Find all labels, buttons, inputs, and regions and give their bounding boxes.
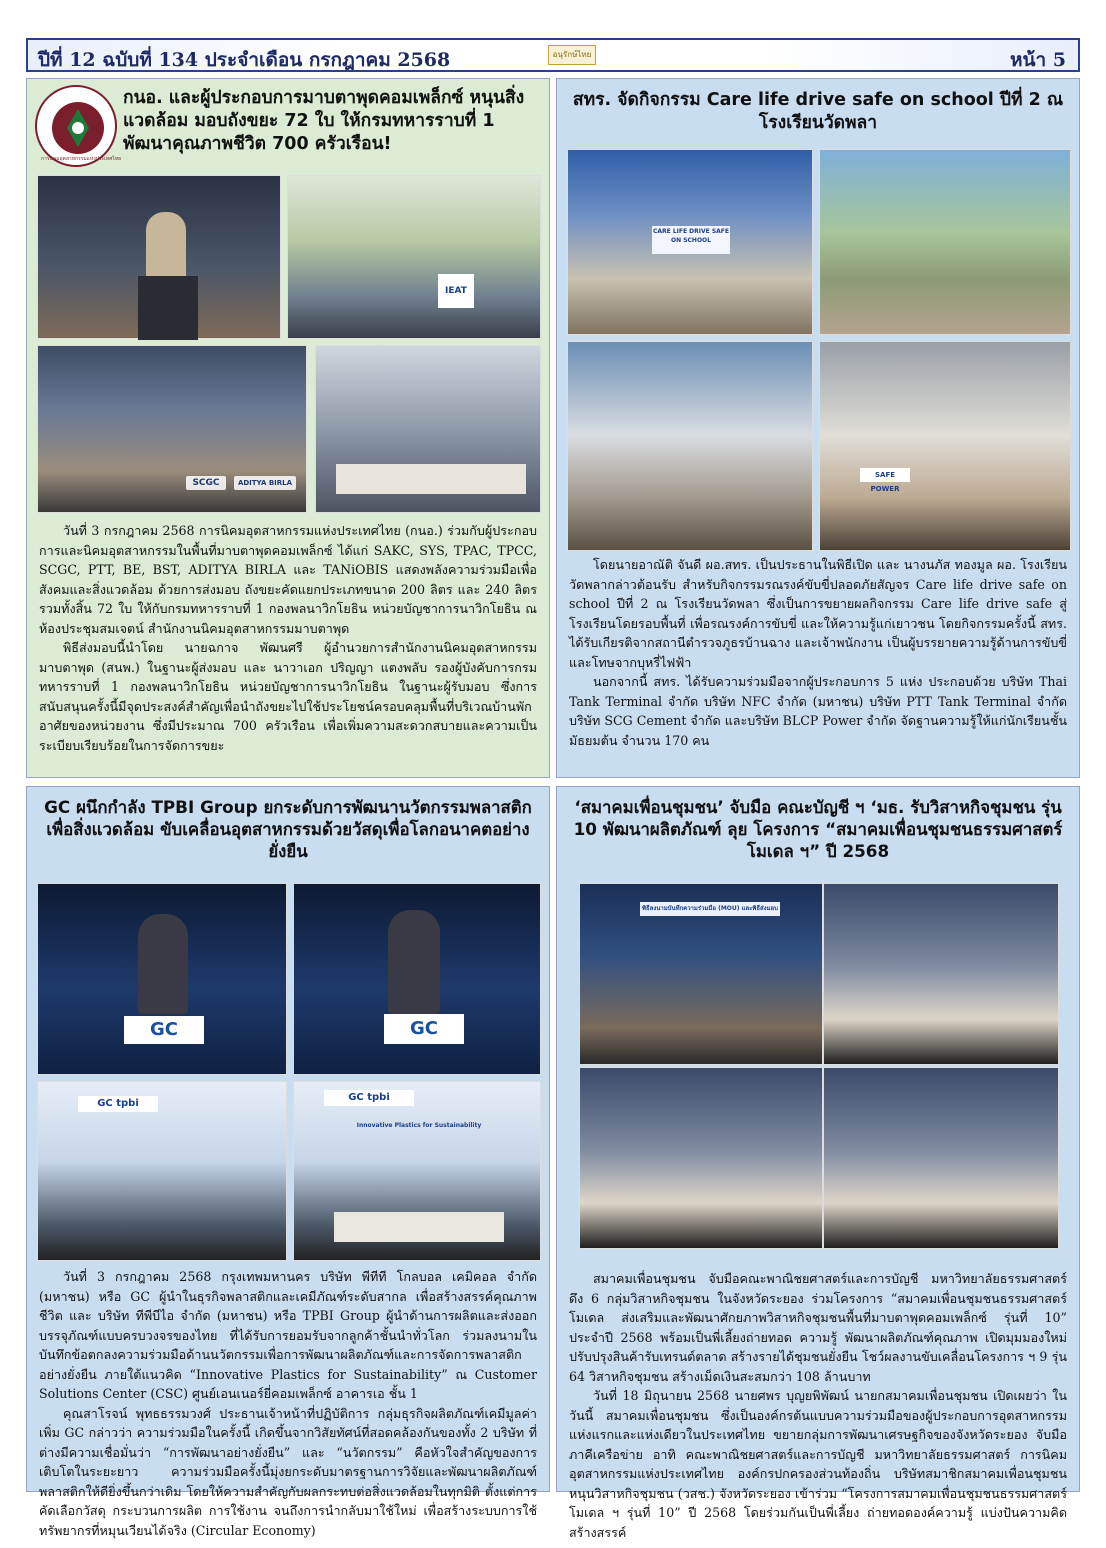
article-2-title: สทร. จัดกิจกรรม Care life drive safe on school ปีที่ 2 ณ โรงเรียนวัดพลา xyxy=(572,90,1064,133)
publication-logo: อนุรักษ์ไทย xyxy=(548,45,596,65)
photo-officials-seated xyxy=(819,149,1071,335)
photo-booth-students xyxy=(819,341,1071,551)
banner-care-life: CARE LIFE DRIVE SAFE ON SCHOOL xyxy=(652,226,730,254)
article-3-title: GC ผนึกกำลัง TPBI Group ยกระดับการพัฒนานวัตกรรมพลาสติกเพื่อสิ่งแวดล้อม ขับเคลื่อนอุตสาหกรรมด้วยวัสดุเพื่อโลกอนาคตอย่างยั่งยืน xyxy=(44,797,532,861)
article-4 xyxy=(556,786,1080,1540)
ieat-emblem-text: การนิคมอุตสาหกรรมแห่งประเทศไทย xyxy=(41,156,122,162)
article-2-paragraph: นอกจากนี้ สทร. ได้รับความร่วมมือจากผู้ประกอบการ 5 แห่ง ประกอบด้วย บริษัท Thai Tank Terminal จำกัด บริษัท NFC จำกัด (มหาชน) บริษัท PTT Tank Terminal จำกัด บริษัท SCG Cement จำกัด และบริษัท BLCP Power จำกัด จัดฐานความรู้ให้แก่นักเรียนชั้นมัธยมต้น จำนวน 170 คน xyxy=(569,674,1067,748)
photo-group-handover xyxy=(37,345,307,513)
article-3-body xyxy=(27,1261,549,1546)
article-3 xyxy=(26,786,550,1538)
signing-table xyxy=(334,1212,504,1242)
podium-gc-logo-2: GC xyxy=(384,1014,464,1044)
screen-mou-title: พิธีลงนามบันทึกความร่วมมือ (MOU) และพิธีส่งมอบ xyxy=(640,902,780,916)
photo-gc-tpbi-group xyxy=(37,1081,287,1261)
article-2 xyxy=(556,78,1080,778)
photo-mou-signing xyxy=(579,883,823,1065)
photo-students-group xyxy=(823,883,1059,1065)
photo-speaker-podium xyxy=(37,175,281,339)
article-1-title: กนอ. และผู้ประกอบการมาบตาพุดคอมเพล็กซ์ หนุนสิ่งแวดล้อม มอบถังขยะ 72 ใบ ให้กรมทหารราบที่ 1 พัฒนาคุณภาพชีวิต 700 ครัวเรือน! xyxy=(123,88,525,154)
article-1-paragraph: วันที่ 3 กรกฎาคม 2568 การนิคมอุตสาหกรรมแห่งประเทศไทย (กนอ.) ร่วมกับผู้ประกอบการและนิคมอุตสาหกรรมในพื้นที่มาบตาพุดคอมเพล็กซ์ ได้แก่ SAKC, SYS, TPAC, TPCC, SCGC, PTT, BE, BST, ADITYA BIRLA และ TANiOBIS แสดงพลังความร่วมมือเพื่อสังคมและสิ่งแวดล้อม ด้วยการส่งมอบ ถังขยะคัดแยกประเภทขนาด 200 ลิตร และ 240 ลิตร รวมทั้งสิ้น 72 ใบ ให้กับกรมทหารราบที่ 1 กองพลนาวิกโยธิน หน่วยบัญชาการนาวิกโยธิน ณ ห้องประชุมสมเจตน์ สำนักงานนิคมอุตสาหกรรมมาบตาพุด xyxy=(39,523,537,636)
article-1 xyxy=(26,78,550,778)
board-scgc: SCGC xyxy=(186,476,226,490)
photo-hall-participants xyxy=(579,1067,823,1249)
podium-gc-logo-1: GC xyxy=(124,1016,204,1044)
article-4-title: ‘สมาคมเพื่อนชุมชน’ จับมือ คณะบัญชี ฯ ‘มธ. รับวิสาหกิจชุมชน รุ่น 10 พัฒนาผลิตภัณฑ์ ลุย โครงการ “สมาคมเพื่อนชุมชนธรรมศาสตร์โมเดล ฯ” ปี 2568 xyxy=(573,797,1063,861)
booth-safe-power: SAFE POWER xyxy=(860,468,910,482)
article-3-paragraph: วันที่ 3 กรกฎาคม 2568 กรุงเทพมหานคร บริษัท พีทีที โกลบอล เคมิคอล จำกัด (มหาชน) หรือ GC ผู้นำในธุรกิจพลาสติกและเคมีภัณฑ์ระดับสากล เพื่อสร้างสรรค์คุณภาพชีวิต และ บริษัท ทีพีบีไอ จำกัด (มหาชน) หรือ TPBI Group ผู้นำด้านการผลิตและส่งออกบรรจุภัณฑ์แบบครบวงจรของไทย ที่ได้รับการยอมรับจากลูกค้าชั้นนำทั่วโลก ร่วมลงนามในบันทึกข้อตกลงความร่วมมือด้านนวัตกรรมเพื่อการพัฒนาผลิตภัณฑ์และการจัดการพลาสติกอย่างยั่งยืน ภายใต้แนวคิด “Innovative Plastics for Sustainability” ณ Customer Solutions Center (CSC) ศูนย์เอนเนอร์ยี่คอมเพล็กซ์ อาคารเอ ชั้น 1 xyxy=(39,1269,537,1402)
screen-gc-tpbi-subtitle: Innovative Plastics for Sustainability xyxy=(356,1122,482,1129)
speaker-figure xyxy=(138,914,188,1014)
podium xyxy=(138,276,198,340)
photo-speaker-gc-2 xyxy=(293,883,541,1075)
article-3-paragraph: คุณสาโรจน์ พุทธธรรมวงศ์ ประธานเจ้าหน้าที่ปฏิบัติการ กลุ่มธุรกิจผลิตภัณฑ์เคมีมูลค่าเพิ่ม GC กล่าวว่า ความร่วมมือในครั้งนี้ เกิดขึ้นจากวิสัยทัศน์ที่สอดคล้องกันของทั้ง 2 บริษัท ที่ต่างมีความเชื่อมั่นว่า “การพัฒนาอย่างยั่งยืน” และ “นวัตกรรม” คือหัวใจสำคัญของการเติบโตในระยะยาว ความร่วมมือครั้งนี้มุ่งยกระดับมาตรฐานการวิจัยและพัฒนาผลิตภัณฑ์พลาสติกให้ดียิ่งขึ้นกว่าเดิม โดยให้ความสำคัญกับผลกระทบต่อสิ่งแวดล้อมในทุกมิติ ตั้งแต่การคัดเลือกวัสดุ กระบวนการผลิต การใช้งาน จนถึงการนำกลับมาใช้ใหม่ เพื่อสร้างระบบการใช้ทรัพยากรที่หมุนเวียนได้จริง (Circular Economy) xyxy=(39,1405,537,1538)
photo-gc-tpbi-signing xyxy=(293,1081,541,1261)
article-2-paragraph: โดยนายอาณัติ จันดี ผอ.สทร. เป็นประธานในพิธีเปิด และ นางนภัส ทองมูล ผอ. โรงเรียนวัดพลากล่าวต้อนรับ สำหรับกิจกรรมรณรงค์ขับขี่ปลอดภัยสัญจร Care life drive safe on school ปีที่ 2 ณ โรงเรียนวัดพลา ซึ่งเป็นการขยายผลกิจกรรม Care life drive safe สู่โรงเรียนโดยรอบพื้นที่ เพื่อรณรงค์การขับขี่ และให้ความรู้แก่เยาวชน โดยกิจกรรมครั้งนี้ สทร. ได้รับเกียรติจากสถานีตำรวจภูธรบ้านฉาง และเจ้าพนักงาน เป็นผู้บรรยายความรู้ด้านการขับขี่และโทษจากบุหรี่ไฟฟ้า xyxy=(569,557,1067,670)
photo-meeting-table xyxy=(315,345,541,513)
page-header xyxy=(26,38,1080,72)
page-number: หน้า 5 xyxy=(1009,49,1066,71)
photo-speaker-gc-1 xyxy=(37,883,287,1075)
screen-gc-tpbi-2: GC tpbi xyxy=(324,1090,414,1106)
photo-exhibit-booth xyxy=(567,341,813,551)
article-1-paragraph: พิธีส่งมอบนี้นำโดย นายฉกาจ พัฒนศรี ผู้อำนวยการสำนักงานนิคมอุตสาหกรรมมาบตาพุด (สนพ.) ในฐานะผู้ส่งมอบ และ นาวาเอก ปริญญา แตงพลับ รองผู้บังคับการกรมทหารราบที่ 1 กองพลนาวิกโยธิน หน่วยบัญชาการนาวิกโยธิน ในฐานะผู้รับมอบ ซึ่งการสนับสนุนครั้งนี้มีจุดประสงค์สำคัญเพื่อนำถังขยะไปใช้ประโยชน์ครอบคลุมพื้นที่บริเวณบ้านพักอาศัยของหน่วยงาน ซึ่งมีประมาณ 700 ครัวเรือน เพื่อเพิ่มความสะดวกสบายและความเป็นระเบียบเรียบร้อยในการจัดการขยะ xyxy=(39,640,537,753)
board-aditya-birla: ADITYA BIRLA xyxy=(234,476,296,490)
photo-students-posing xyxy=(823,1067,1059,1249)
stage-sign-ieat: IEAT xyxy=(438,274,474,308)
ieat-emblem xyxy=(35,85,122,167)
screen-gc-tpbi-1: GC tpbi xyxy=(78,1096,158,1112)
meeting-table xyxy=(336,464,526,494)
photo-school-group xyxy=(567,149,813,335)
article-2-body xyxy=(557,549,1079,756)
article-4-paragraph: วันที่ 18 มิถุนายน 2568 นายศพร บุญยพิพัฒน์ นายกสมาคมเพื่อนชุมชน เปิดเผยว่า ในวันนี้ สมาคมเพื่อนชุมชน ซึ่งเป็นองค์กรต้นแบบความร่วมมือของผู้ประกอบการอุตสาหกรรมแห่งแรกและแห่งเดียวในประเทศไทย ขยายกลุ่มการพัฒนาเศรษฐกิจของจังหวัดระยอง จับมือภาคีเครือข่าย อาทิ คณะพาณิชยศาสตร์และการบัญชี มหาวิทยาลัยธรรมศาสตร์ การนิคมอุตสาหกรรมแห่งประเทศไทย องค์กรปกครองส่วนท้องถิ่น บริษัทสมาชิกสมาคมเพื่อนชุมชน หนุนวิสาหกิจชุมชน (วสช.) จังหวัดระยอง เข้าร่วม “โครงการสมาคมเพื่อนชุมชนธรรมศาสตร์โมเดล ฯ รุ่นที่ 10” ปี 2568 โดยร่วมกันเป็นพี่เลี้ยง ถ่ายทอดองค์ความรู้ แบ่งปันความคิดสร้างสรรค์ xyxy=(569,1388,1067,1540)
photo-stage-handover xyxy=(287,175,541,339)
issue-info: ปีที่ 12 ฉบับที่ 134 ประจำเดือน กรกฎาคม 2568 xyxy=(38,49,451,71)
speaker-figure xyxy=(388,910,440,1014)
article-1-body xyxy=(27,515,549,761)
article-4-paragraph: สมาคมเพื่อนชุมชน จับมือคณะพาณิชยศาสตร์และการบัญชี มหาวิทยาลัยธรรมศาสตร์ ดึง 6 กลุ่มวิสาหกิจชุมชน ในจังหวัดระยอง ร่วมโครงการ “สมาคมเพื่อนชุมชนธรรมศาสตร์โมเดล ส่งเสริมและพัฒนาศักยภาพวิสาหกิจชุมชนพื้นที่มาบตาพุดคอมเพล็กซ์ รุ่นที่ 10” ประจำปี 2568 พร้อมเป็นพี่เลี้ยงถ่ายทอด ความรู้ พัฒนาผลิตภัณฑ์คุณภาพ เปิดมุมมองใหม่ ปรับปรุงสินค้ารับเทรนด์ตลาด สร้างรายได้ชุมชนยั่งยืน โชว์ผลงานขับเคลื่อนโครงการ ฯ 9 รุ่น 64 วิสาหกิจชุมชน สร้างเม็ดเงินสะสมกว่า 108 ล้านบาท xyxy=(569,1271,1067,1384)
article-4-body xyxy=(557,1263,1079,1548)
